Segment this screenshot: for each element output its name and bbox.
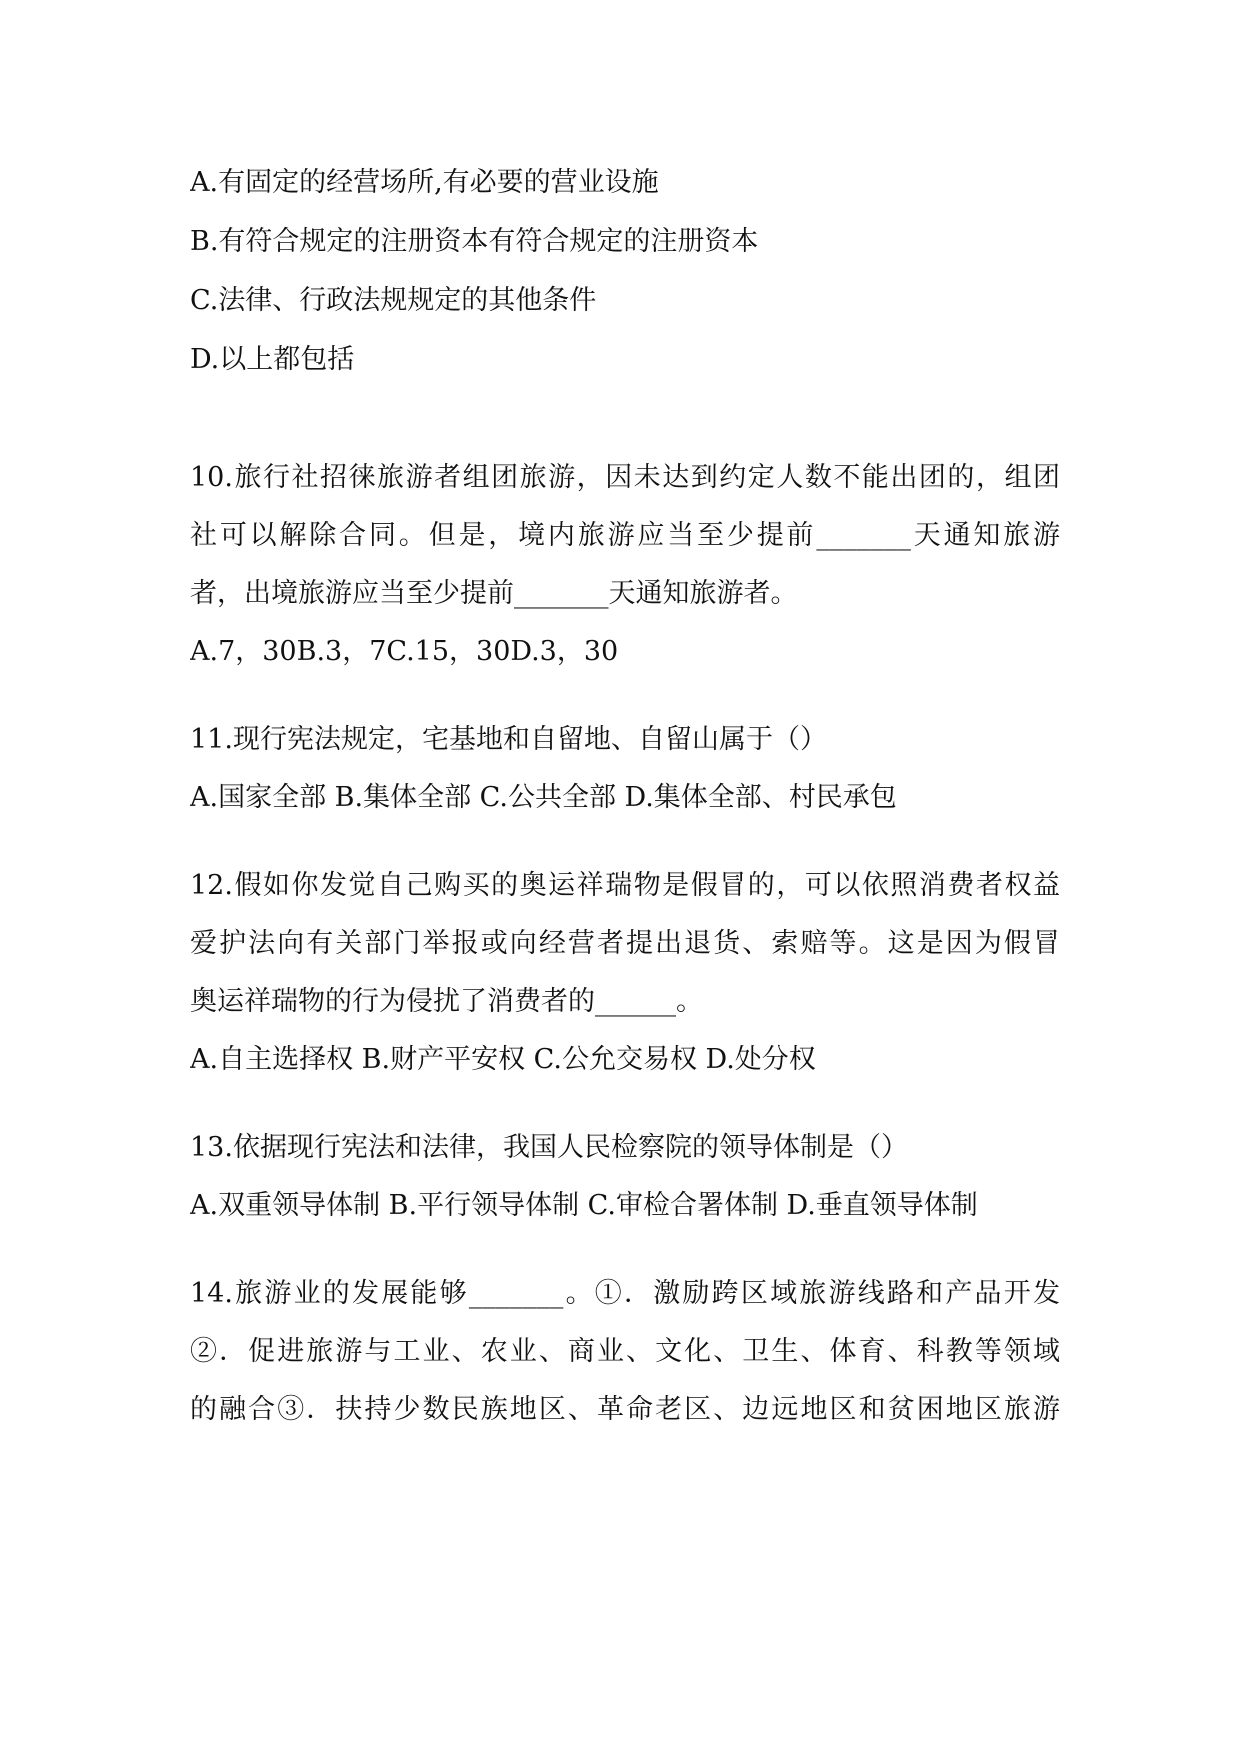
question-12-line-3: 奥运祥瑞物的行为侵扰了消费者的______。 (190, 986, 703, 1017)
question-12-line-2: 爱护法向有关部门举报或向经营者提出退货、索赔等。这是因为假冒 (190, 928, 1060, 959)
option-line-b: B.有符合规定的注册资本有符合规定的注册资本 (190, 226, 759, 257)
question-10-line-2: 社可以解除合同。但是，境内旅游应当至少提前_______天通知旅游 (190, 520, 1060, 551)
option-line-c: C.法律、行政法规规定的其他条件 (190, 285, 597, 316)
question-14-line-2: ②．促进旅游与工业、农业、商业、文化、卫生、体育、科教等领域 (190, 1336, 1060, 1367)
option-line-a: A.有固定的经营场所,有必要的营业设施 (190, 167, 659, 198)
question-11-text: 11.现行宪法规定，宅基地和自留地、自留山属于（） (190, 724, 827, 755)
question-13-text: 13.依据现行宪法和法律，我国人民检察院的领导体制是（） (190, 1132, 908, 1163)
question-10-line-3: 者，出境旅游应当至少提前_______天通知旅游者。 (190, 578, 798, 609)
question-12-options: A.自主选择权 B.财产平安权 C.公允交易权 D.处分权 (190, 1044, 816, 1075)
question-14-line-3: 的融合③．扶持少数民族地区、革命老区、边远地区和贫困地区旅游 (190, 1394, 1060, 1425)
question-10-options: A.7，30B.3，7C.15，30D.3，30 (190, 636, 619, 667)
question-12-line-1: 12.假如你发觉自己购买的奥运祥瑞物是假冒的，可以依照消费者权益 (190, 870, 1060, 901)
question-10-line-1: 10.旅行社招徕旅游者组团旅游，因未达到约定人数不能出团的，组团 (190, 462, 1060, 493)
question-14-line-1: 14.旅游业的发展能够_______。①．激励跨区域旅游线路和产品开发 (190, 1278, 1060, 1309)
option-line-d: D.以上都包括 (190, 344, 355, 375)
question-11-options: A.国家全部 B.集体全部 C.公共全部 D.集体全部、村民承包 (190, 782, 897, 813)
question-13-options: A.双重领导体制 B.平行领导体制 C.审检合署体制 D.垂直领导体制 (190, 1190, 978, 1221)
